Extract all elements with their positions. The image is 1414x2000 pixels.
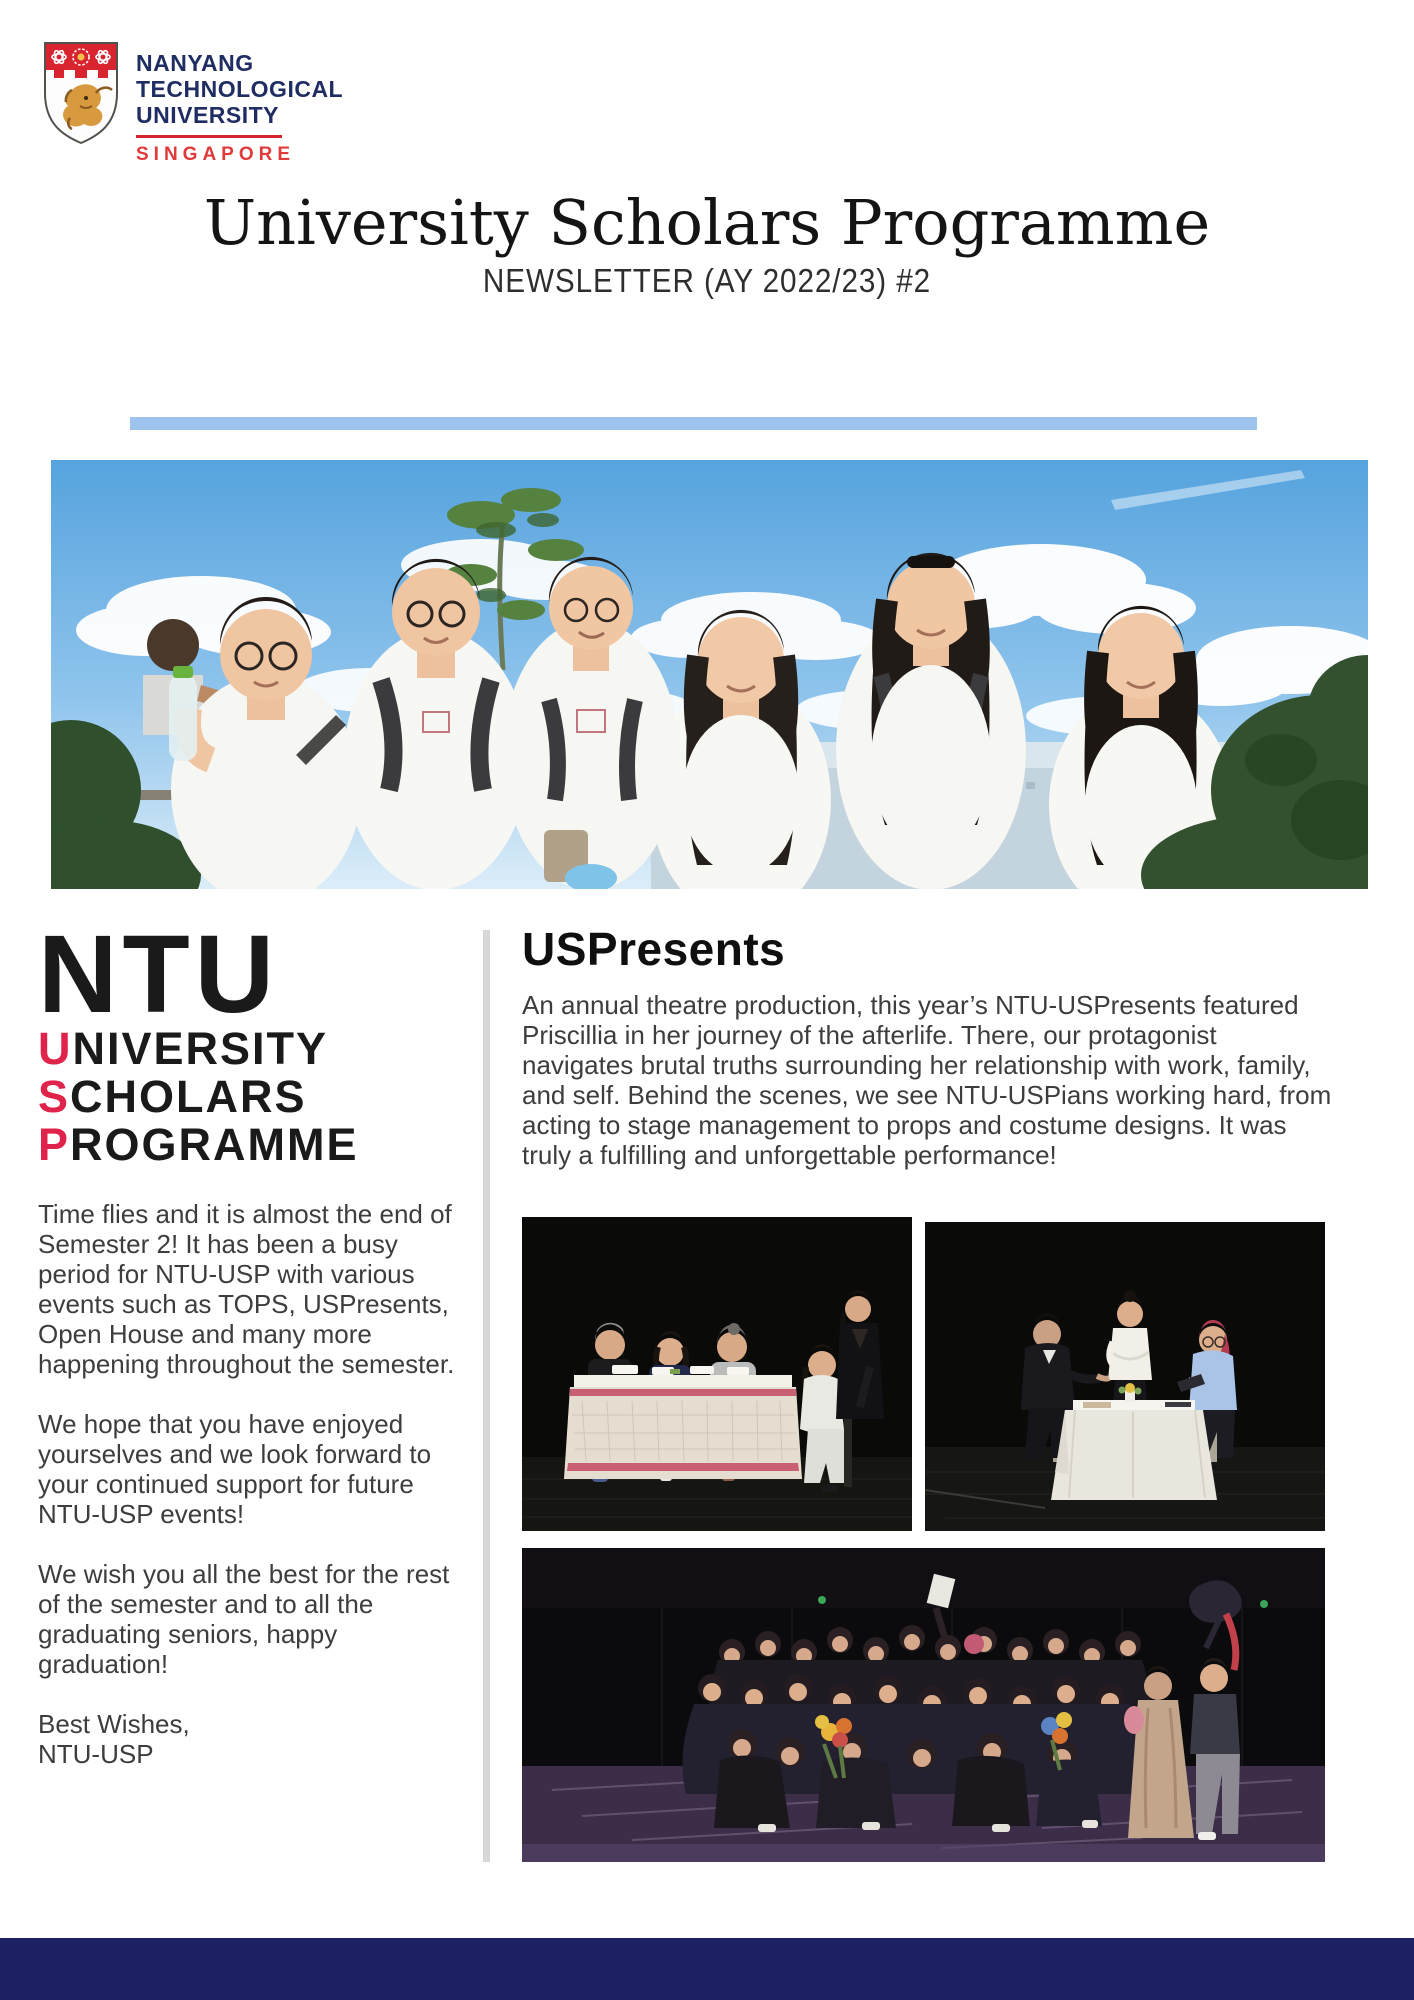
wordmark-red-rule: [136, 135, 282, 138]
page-subtitle-text: NEWSLETTER (AY 2022/23) #2: [482, 262, 932, 299]
hero-photo-students-outdoors: [51, 460, 1368, 889]
usp-logo-scholars-rest: CHOLARS: [70, 1071, 307, 1122]
intro-paragraph-2: We hope that you have enjoyed yourselves and we look forward to your continued support for future NTU-USP events!: [38, 1409, 432, 1529]
intro-paragraph-1: Time flies and it is almost the end of Semester 2! It has been a busy period for NTU-USP with various events such as TOPS, USPresents, Open House and many more happening throughout the semester.: [38, 1199, 455, 1379]
hero-photo-illustration: [51, 460, 1368, 889]
group-photo-illustration: [522, 1548, 1325, 1862]
divider-bar-blue: [130, 417, 1257, 430]
ntu-crest-icon: [42, 40, 120, 146]
signoff-line-1: Best Wishes,: [38, 1709, 190, 1739]
ntu-logo: [42, 40, 343, 166]
usp-logo-u-red: U: [38, 1023, 73, 1074]
group-photo-cast-crew: [522, 1548, 1325, 1862]
left-column: [38, 913, 468, 1769]
page-title: University Scholars Programme: [203, 186, 1211, 259]
usp-logo-s-red: S: [38, 1071, 71, 1122]
usp-logo-programme: [38, 1121, 468, 1169]
usp-logo-university-rest: NIVERSITY: [72, 1023, 329, 1074]
footer-bar: [0, 1938, 1414, 2000]
ntu-wordmark: [136, 40, 343, 166]
wordmark-singapore: SINGAPORE: [136, 144, 296, 165]
usp-logo-programme-rest: ROGRAMME: [70, 1119, 359, 1170]
wordmark-line-2: TECHNOLOGICAL: [136, 76, 344, 102]
uspresents-body-text: An annual theatre production, this year’s NTU-USPresents featured Priscillia in her journey of the afterlife. There, our protagonist navigates brutal truths surrounding her relationship with work, family, and self. Behind the scenes, we see NTU-USPians working hard, from acting to stage management to props and costume designs. It was truly a fulfilling and unforgettable performance!: [522, 990, 1332, 1170]
wordmark-line-3: UNIVERSITY: [136, 102, 280, 128]
stage-photo-2-illustration: [925, 1222, 1325, 1531]
wordmark-line-1: NANYANG: [136, 50, 254, 76]
stage-photo-1-illustration: [522, 1217, 912, 1531]
usp-logo-university: [38, 1025, 468, 1073]
stage-photo-interview-table: [925, 1222, 1325, 1531]
column-divider: [483, 930, 490, 1862]
section-heading-uspresents: USPresents: [522, 923, 786, 975]
usp-logo-scholars: [38, 1073, 468, 1121]
usp-logo-p-red: P: [38, 1119, 71, 1170]
right-column: [522, 922, 1332, 1170]
long-table: [564, 1365, 802, 1479]
signoff-line-2: NTU-USP: [38, 1739, 154, 1769]
page-subtitle: [0, 262, 1414, 300]
usp-logo-ntu: NTU: [38, 913, 280, 1036]
intro-paragraph-3: We wish you all the best for the rest of the semester and to all the graduating seniors, happy graduation!: [38, 1559, 450, 1679]
stage-photo-long-table: [522, 1217, 912, 1531]
white-table: [1051, 1383, 1217, 1500]
